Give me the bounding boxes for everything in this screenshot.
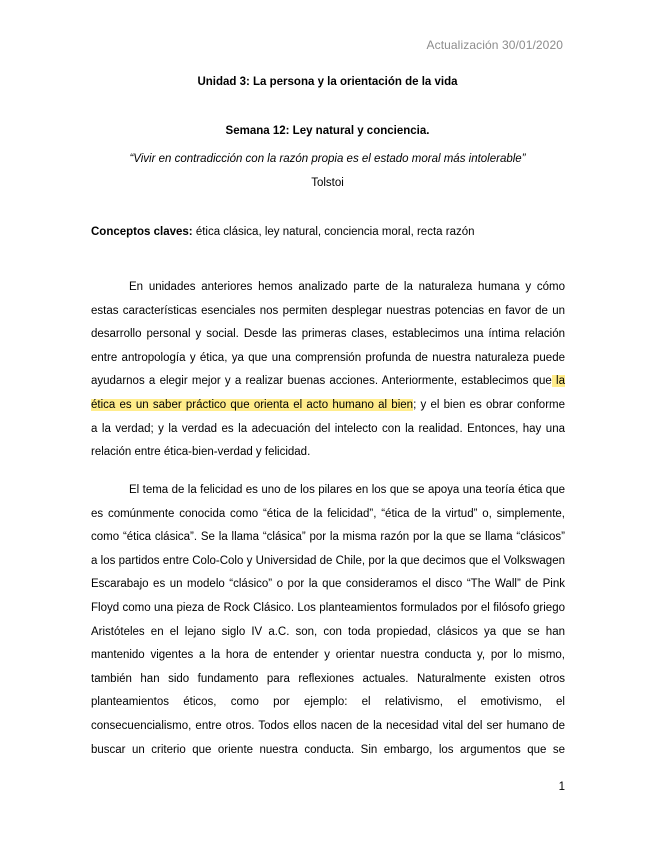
paragraph-text: ; y el bien es obrar conforme [413, 398, 565, 411]
paragraph-line [91, 370, 565, 394]
paragraph-text: ayudarnos a elegir mejor y a realizar buenas acciones. Anteriormente, establecimos que [91, 375, 552, 388]
paragraph-line: Floyd como una pieza de Rock Clásico. Los planteamientos formulados por el filósofo griego [91, 601, 565, 614]
paragraph-line: Escarabajo es un modelo “clásico” o por la que consideramos el disco “The Wall” de Pink [91, 578, 565, 591]
page-number: 1 [558, 781, 565, 793]
key-concepts-label: Conceptos claves: [91, 226, 193, 238]
paragraph-line: entre antropología y ética, ya que una comprensión profunda de nuestra naturaleza puede [91, 351, 565, 364]
week-title: Semana 12: Ley natural y conciencia. [225, 125, 430, 137]
paragraph-line: En unidades anteriores hemos analizado parte de la naturaleza humana y cómo [129, 281, 565, 293]
paragraph-line: desarrollo personal y social. Desde las primeras clases, establecimos una íntima relación [91, 328, 565, 341]
key-concepts-text: ética clásica, ley natural, conciencia moral, recta razón [192, 226, 475, 238]
paragraph-line: relación entre ética-bien-verdad y felicidad. [91, 446, 311, 459]
unit-title: Unidad 3: La persona y la orientación de la vida [197, 76, 458, 88]
paragraph-line: también han sido fundamento para reflexiones actuales. Naturalmente existen otros [91, 672, 565, 685]
highlighted-text: ética es un saber práctico que orienta el acto humano al bien [91, 398, 414, 411]
quote-author: Tolstoi [311, 177, 344, 189]
paragraph-line: El tema de la felicidad es uno de los pilares en los que se apoya una teoría ética que [129, 484, 565, 496]
paragraph-1 [91, 276, 565, 465]
paragraph-line: planteamientos éticos, como por ejemplo: el relativismo, el emotivismo, el [91, 696, 565, 709]
paragraph-2 [91, 479, 565, 762]
paragraph-line: buscar un criterio que oriente nuestra conducta. Sin embargo, los argumentos que se [91, 743, 565, 756]
paragraph-line: mantenido vigentes a la hora de entender y orientar nuestra conducta y, por lo mismo, [91, 649, 565, 662]
key-concepts [91, 226, 571, 238]
epigraph-quote: “Vivir en contradicción con la razón propia es el estado moral más intolerable” [129, 153, 526, 165]
paragraph-line: Aristóteles en el lejano siglo IV a.C. son, con toda propiedad, clásicos ya que se han [91, 625, 565, 638]
update-date: Actualización 30/01/2020 [426, 38, 563, 52]
paragraph-line [91, 394, 565, 418]
paragraph-line: consecuencialismo, entre otros. Todos ellos nacen de la necesidad vital del ser humano de [91, 719, 565, 732]
highlighted-text: la [551, 375, 565, 388]
paragraph-line: a la verdad; y la verdad es la adecuación del intelecto con la realidad. Entonces, hay una [91, 422, 565, 435]
paragraph-line: a los partidos entre Colo-Colo y Universidad de Chile, por la que decimos que el Volkswagen [91, 554, 565, 567]
paragraph-line: como “ética clásica”. Se la llama “clásica” por la misma razón por la que se llama “clásicos” [91, 531, 565, 544]
paragraph-line: estas características esenciales nos permiten desplegar nuestras potencias en favor de un [91, 304, 565, 317]
paragraph-line: es comúnmente conocida como “ética de la felicidad”, “ética de la virtud” o, simplemente, [91, 507, 565, 520]
